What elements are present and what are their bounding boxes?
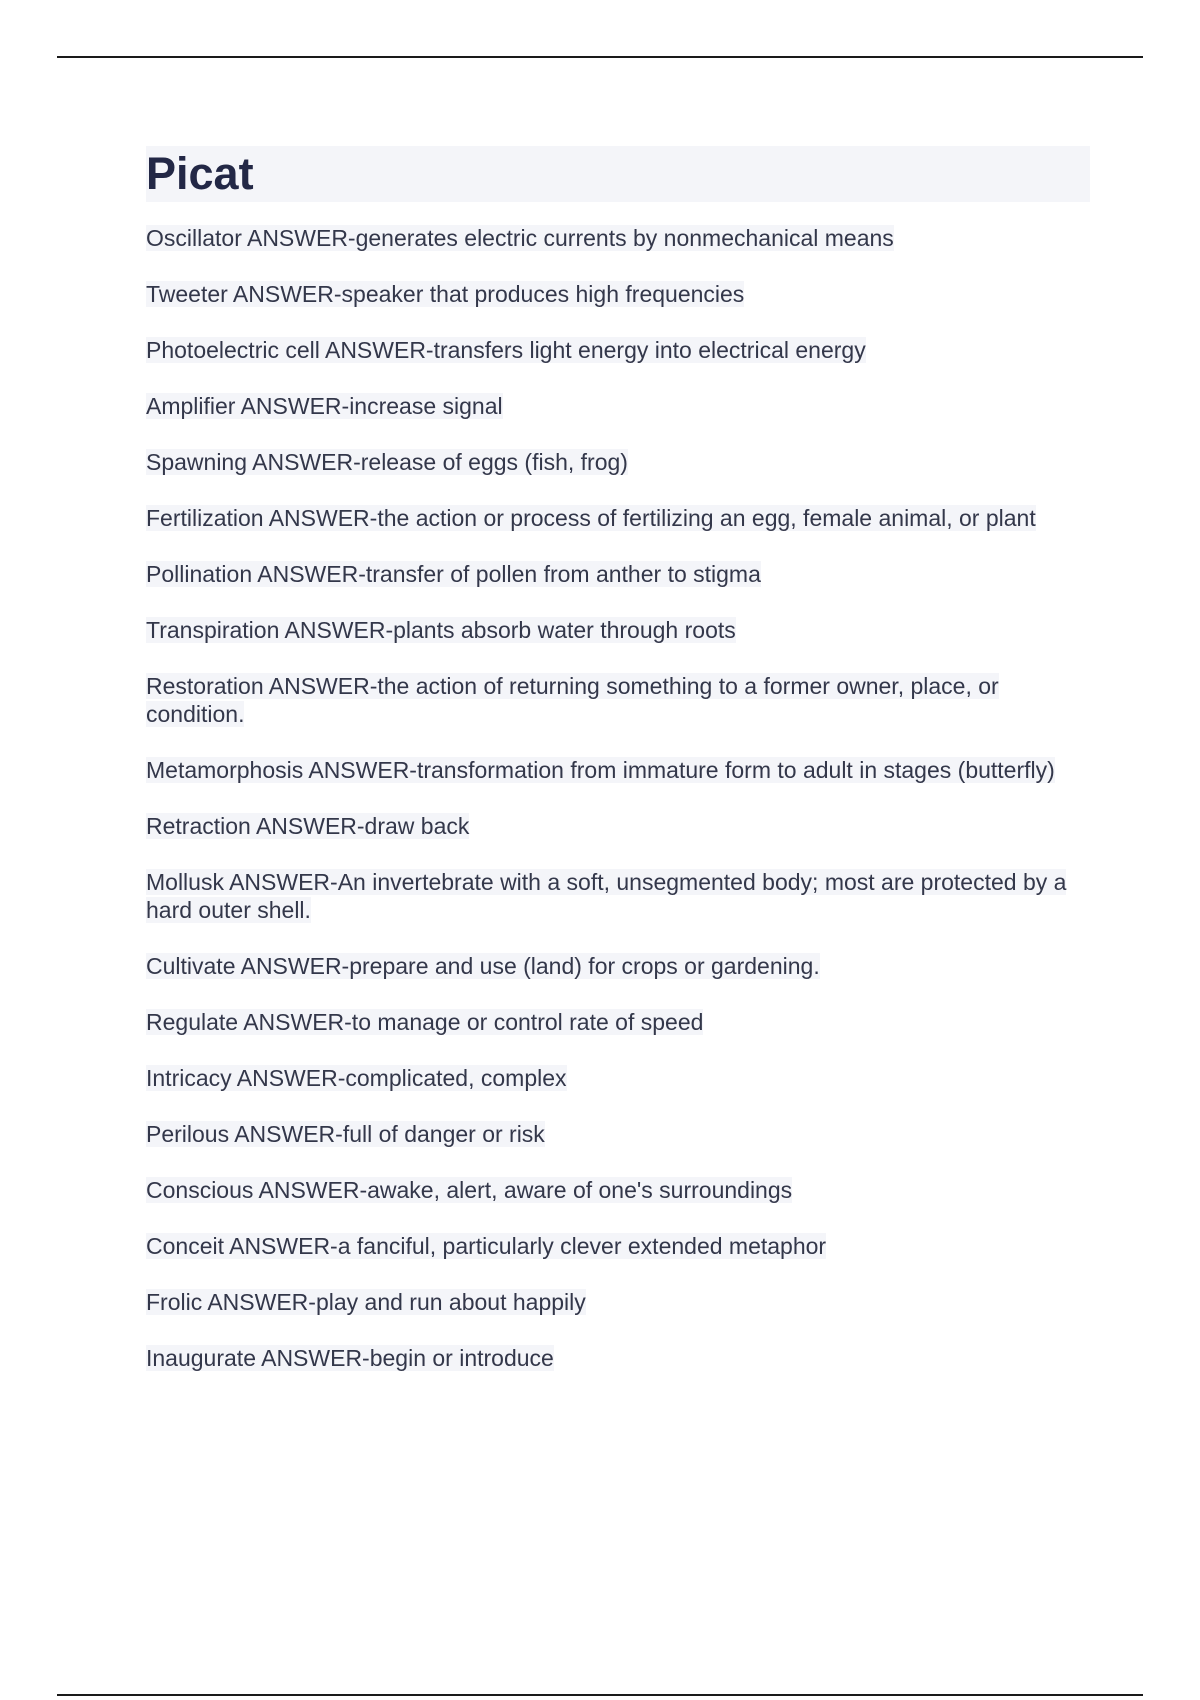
page-title: Picat xyxy=(146,146,1090,202)
list-item xyxy=(146,504,1090,532)
entry-text: Tweeter ANSWER-speaker that produces high frequencies xyxy=(146,281,745,307)
bottom-rule xyxy=(57,1694,1143,1696)
entry-text: Intricacy ANSWER-complicated, complex xyxy=(146,1065,567,1091)
list-item xyxy=(146,1288,1090,1316)
entry-text: Pollination ANSWER-transfer of pollen from anther to stigma xyxy=(146,561,761,587)
list-item xyxy=(146,392,1090,420)
entry-text: Conceit ANSWER-a fanciful, particularly clever extended metaphor xyxy=(146,1233,827,1259)
list-item xyxy=(146,560,1090,588)
entry-text: Oscillator ANSWER-generates electric currents by nonmechanical means xyxy=(146,225,894,251)
entry-text: Mollusk ANSWER-An invertebrate with a soft, unsegmented body; most are protected by a hard outer shell. xyxy=(146,869,1067,923)
entry-list xyxy=(146,224,1090,1372)
list-item xyxy=(146,868,1090,924)
list-item xyxy=(146,1176,1090,1204)
list-item xyxy=(146,616,1090,644)
entry-text: Amplifier ANSWER-increase signal xyxy=(146,393,503,419)
list-item xyxy=(146,336,1090,364)
list-item xyxy=(146,1064,1090,1092)
entry-text: Transpiration ANSWER-plants absorb water through roots xyxy=(146,617,736,643)
list-item xyxy=(146,1008,1090,1036)
entry-text: Frolic ANSWER-play and run about happily xyxy=(146,1289,586,1315)
entry-text: Restoration ANSWER-the action of returning something to a former owner, place, or condition. xyxy=(146,673,999,727)
list-item xyxy=(146,952,1090,980)
list-item xyxy=(146,1232,1090,1260)
list-item xyxy=(146,280,1090,308)
top-rule xyxy=(57,56,1143,58)
entry-text: Cultivate ANSWER-prepare and use (land) for crops or gardening. xyxy=(146,953,820,979)
list-item xyxy=(146,448,1090,476)
entry-text: Conscious ANSWER-awake, alert, aware of one's surroundings xyxy=(146,1177,793,1203)
entry-text: Spawning ANSWER-release of eggs (fish, frog) xyxy=(146,449,628,475)
list-item xyxy=(146,812,1090,840)
list-item xyxy=(146,1344,1090,1372)
entry-text: Retraction ANSWER-draw back xyxy=(146,813,470,839)
entry-text: Inaugurate ANSWER-begin or introduce xyxy=(146,1345,554,1371)
entry-text: Perilous ANSWER-full of danger or risk xyxy=(146,1121,545,1147)
list-item xyxy=(146,672,1090,728)
entry-text: Fertilization ANSWER-the action or process of fertilizing an egg, female animal, or plant xyxy=(146,505,1036,531)
list-item xyxy=(146,756,1090,784)
entry-text: Photoelectric cell ANSWER-transfers light energy into electrical energy xyxy=(146,337,866,363)
list-item xyxy=(146,1120,1090,1148)
list-item xyxy=(146,224,1090,252)
document-body xyxy=(146,146,1090,1400)
entry-text: Metamorphosis ANSWER-transformation from immature form to adult in stages (butterfly) xyxy=(146,757,1055,783)
entry-text: Regulate ANSWER-to manage or control rate of speed xyxy=(146,1009,704,1035)
